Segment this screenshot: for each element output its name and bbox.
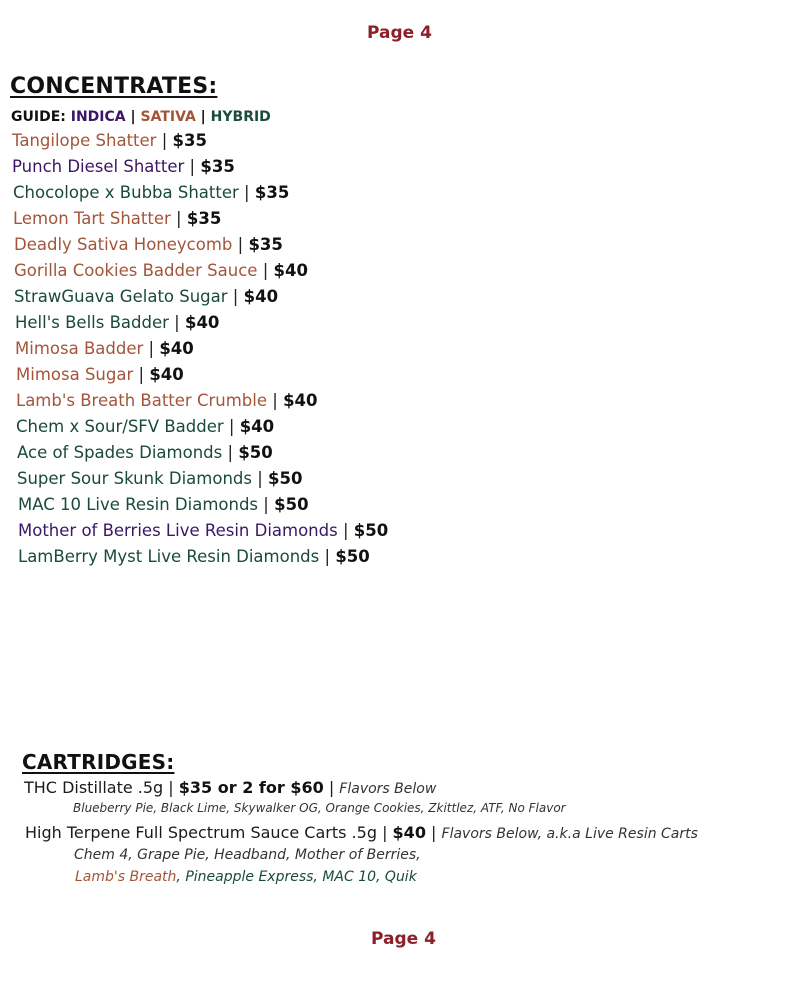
concentrate-name: StrawGuava Gelato Sugar <box>14 287 228 306</box>
concentrate-name: Mother of Berries Live Resin Diamonds <box>18 521 338 540</box>
concentrate-item: Mother of Berries Live Resin Diamonds | $50 <box>18 521 389 540</box>
concentrate-item: Ace of Spades Diamonds | $50 <box>17 443 273 462</box>
concentrate-item: Chem x Sour/SFV Badder | $40 <box>16 417 275 436</box>
concentrate-name: Punch Diesel Shatter <box>12 157 185 176</box>
concentrates-heading: CONCENTRATES: <box>10 74 218 99</box>
concentrate-name: Ace of Spades Diamonds <box>17 443 223 462</box>
concentrate-price: $35 <box>248 235 283 254</box>
concentrate-item: Lemon Tart Shatter | $35 <box>13 209 222 228</box>
concentrate-price: $35 <box>200 157 235 176</box>
guide-prefix: GUIDE: <box>11 109 66 125</box>
product-note: Flavors Below, a.k.a Live Resin Carts <box>441 826 698 842</box>
concentrate-price: $50 <box>274 495 309 514</box>
flavor-sativa: Lamb's Breath <box>75 869 177 885</box>
concentrate-item: Chocolope x Bubba Shatter | $35 <box>13 183 290 202</box>
guide-sativa: SATIVA <box>140 109 196 125</box>
guide-separator: | <box>130 109 136 125</box>
concentrate-price: $35 <box>172 131 207 150</box>
concentrate-price: $40 <box>159 339 194 358</box>
guide-separator: | <box>200 109 206 125</box>
product-name: High Terpene Full Spectrum Sauce Carts .5g <box>25 823 377 842</box>
concentrate-price: $35 <box>254 183 290 202</box>
concentrate-price: $40 <box>283 391 318 410</box>
concentrate-name: Mimosa Sugar <box>16 365 134 384</box>
concentrate-name: Lemon Tart Shatter <box>13 209 171 228</box>
concentrate-price: $50 <box>353 521 389 540</box>
concentrate-item: Mimosa Badder | $40 <box>15 339 194 358</box>
concentrate-price: $40 <box>239 417 275 436</box>
concentrate-name: Deadly Sativa Honeycomb <box>14 235 233 254</box>
thc-flavor-list: Blueberry Pie, Black Lime, Skywalker OG, Orange Cookies, Zkittlez, ATF, No Flavor <box>73 801 566 815</box>
guide-indica: INDICA <box>70 109 126 125</box>
concentrate-price: $50 <box>335 547 370 566</box>
product-name: THC Distillate .5g <box>24 778 164 797</box>
concentrate-name: Gorilla Cookies Badder Sauce <box>14 261 258 280</box>
concentrate-name: Mimosa Badder <box>15 339 144 358</box>
concentrate-item: Gorilla Cookies Badder Sauce | $40 <box>14 261 308 280</box>
concentrate-item: Mimosa Sugar | $40 <box>16 365 184 384</box>
concentrate-name: Chocolope x Bubba Shatter <box>13 183 239 202</box>
concentrate-item: Hell's Bells Badder | $40 <box>15 313 220 332</box>
concentrate-item: Deadly Sativa Honeycomb | $35 <box>14 235 283 254</box>
sauce-flavor-list-2 <box>75 869 417 885</box>
concentrate-name: Tangilope Shatter <box>12 131 157 150</box>
flavor-hybrid: , Pineapple Express, MAC 10, Quik <box>176 869 417 885</box>
concentrate-item: Super Sour Skunk Diamonds | $50 <box>17 469 303 488</box>
concentrate-item: MAC 10 Live Resin Diamonds | $50 <box>18 495 309 514</box>
product-price: $35 or 2 for $60 <box>178 778 324 797</box>
product-note: Flavors Below <box>339 781 437 797</box>
concentrate-price: $50 <box>268 469 303 488</box>
concentrate-price: $40 <box>273 261 308 280</box>
page-number-bottom: Page 4 <box>371 929 436 949</box>
concentrate-item: Punch Diesel Shatter | $35 <box>12 157 235 176</box>
page-number-top: Page 4 <box>367 23 432 43</box>
concentrate-item: Tangilope Shatter | $35 <box>12 131 207 150</box>
concentrate-price: $50 <box>238 443 273 462</box>
concentrate-name: Chem x Sour/SFV Badder <box>16 417 224 436</box>
concentrate-name: Hell's Bells Badder <box>15 313 169 332</box>
concentrate-name: MAC 10 Live Resin Diamonds <box>18 495 259 514</box>
concentrate-name: Lamb's Breath Batter Crumble <box>16 391 267 410</box>
concentrate-price: $40 <box>149 365 184 384</box>
concentrate-item: LamBerry Myst Live Resin Diamonds | $50 <box>18 547 370 566</box>
concentrate-item: Lamb's Breath Batter Crumble | $40 <box>16 391 318 410</box>
concentrate-name: LamBerry Myst Live Resin Diamonds <box>18 547 320 566</box>
cartridges-heading: CARTRIDGES: <box>22 750 175 774</box>
strain-guide <box>11 109 271 125</box>
concentrate-price: $40 <box>184 313 220 332</box>
thc-distillate-row: THC Distillate .5g | $35 or 2 for $60 | Flavors Below <box>24 778 437 797</box>
concentrate-price: $40 <box>243 287 279 306</box>
concentrate-item: StrawGuava Gelato Sugar | $40 <box>14 287 279 306</box>
concentrate-price: $35 <box>186 209 222 228</box>
product-price: $40 <box>392 823 426 842</box>
concentrate-name: Super Sour Skunk Diamonds <box>17 469 252 488</box>
guide-hybrid: HYBRID <box>210 109 271 125</box>
sauce-carts-row: High Terpene Full Spectrum Sauce Carts .5g | $40 | Flavors Below, a.k.a Live Resin Carts <box>25 823 698 842</box>
sauce-flavor-list-1: Chem 4, Grape Pie, Headband, Mother of Berries, <box>74 847 421 863</box>
